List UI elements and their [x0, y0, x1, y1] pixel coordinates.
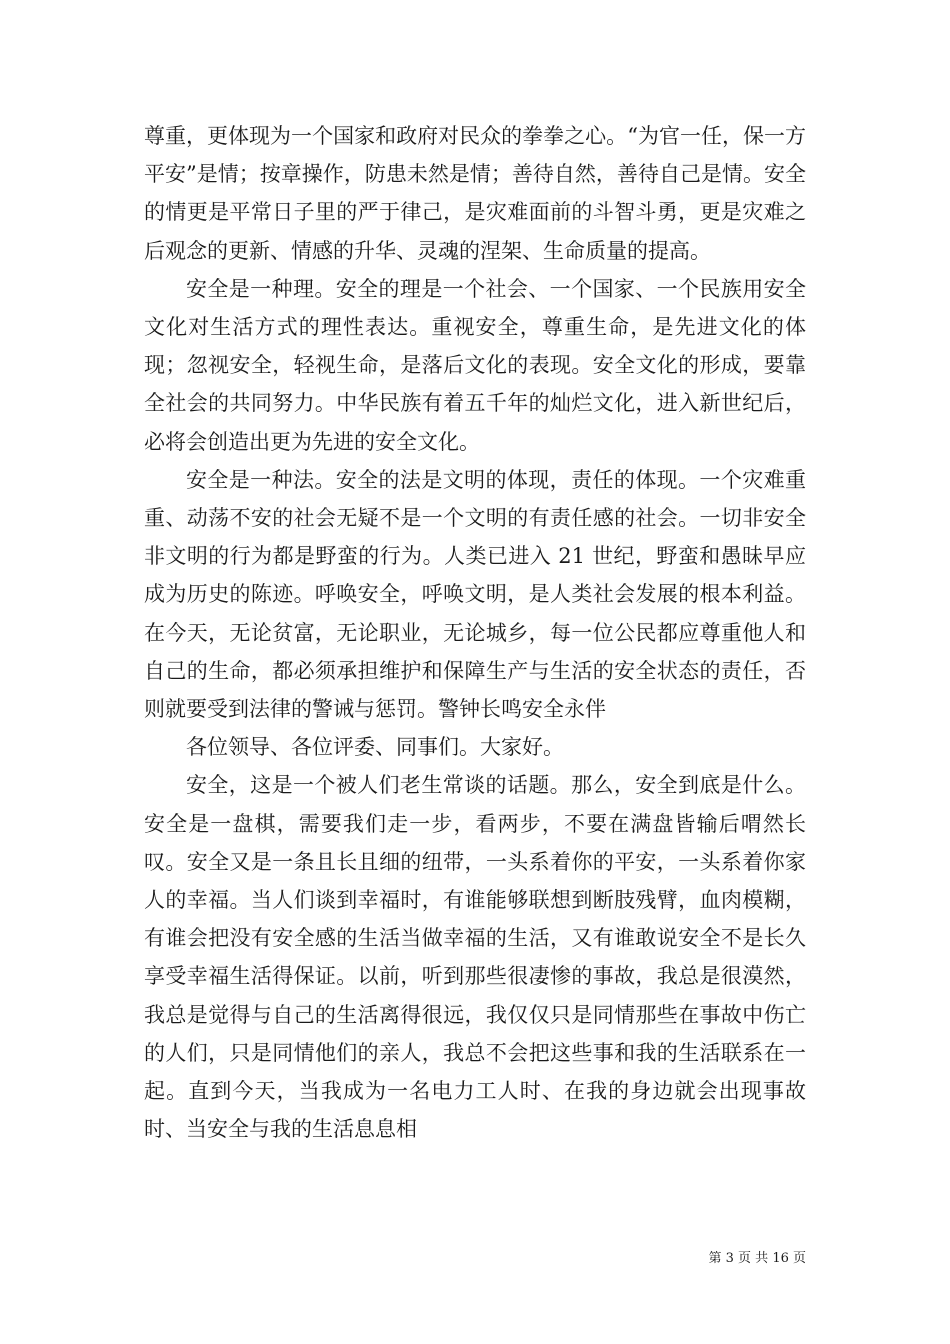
paragraph-5: 安全，这是一个被人们老生常谈的话题。那么，安全到底是什么。安全是一盘棋，需要我们走一步，看两步，不要在满盘皆输后喟然长叹。安全又是一条且长且细的纽带，一头系着你的平安，一头系着你家人的幸福。当人们谈到幸福时，有谁能够联想到断肢残臂，血肉模糊，有谁会把没有安全感的生活当做幸福的生活，又有谁敢说安全不是长久享受幸福生活得保证。以前，听到那些很凄惨的事故，我总是很漠然，我总是觉得与自己的生活离得很远，我仅仅只是同情那些在事故中伤亡的人们，只是同情他们的亲人，我总不会把这些事和我的生活联系在一起。直到今天，当我成为一名电力工人时、在我的身边就会出现事故时、当安全与我的生活息息相: [144, 773, 806, 1142]
document-body: [144, 117, 806, 1148]
paragraph-3: 安全是一种法。安全的法是文明的体现，责任的体现。一个灾难重重、动荡不安的社会无疑不是一个文明的有责任感的社会。一切非安全非文明的行为都是野蛮的行为。人类已进入 21 世纪，野蛮和愚昧早应成为历史的陈迹。呼唤安全，呼唤文明，是人类社会发展的根本利益。在今天，无论贫富，无论职业，无论城乡，每一位公民都应尊重他人和自己的生命，都必须承担维护和保障生产与生活的安全状态的责任，否则就要受到法律的警诫与惩罚。警钟长鸣安全永伴: [144, 467, 806, 722]
page-number-footer: 第 3 页 共 16 页: [708, 1251, 806, 1266]
paragraph-1: 尊重，更体现为一个国家和政府对民众的拳拳之心。“为官一任，保一方平安”是情；按章操作，防患未然是情；善待自然，善待自己是情。安全的情更是平常日子里的严于律己，是灾难面前的斗智斗勇，更是灾难之后观念的更新、情感的升华、灵魂的涅架、生命质量的提高。: [144, 124, 806, 263]
paragraph-2: 安全是一种理。安全的理是一个社会、一个国家、一个民族用安全文化对生活方式的理性表达。重视安全，尊重生命，是先进文化的体现；忽视安全，轻视生命，是落后文化的表现。安全文化的形成，要靠全社会的共同努力。中华民族有着五千年的灿烂文化，进入新世纪后，必将会创造出更为先进的安全文化。: [144, 276, 806, 454]
paragraph-4: 各位领导、各位评委、同事们。大家好。: [186, 735, 564, 760]
